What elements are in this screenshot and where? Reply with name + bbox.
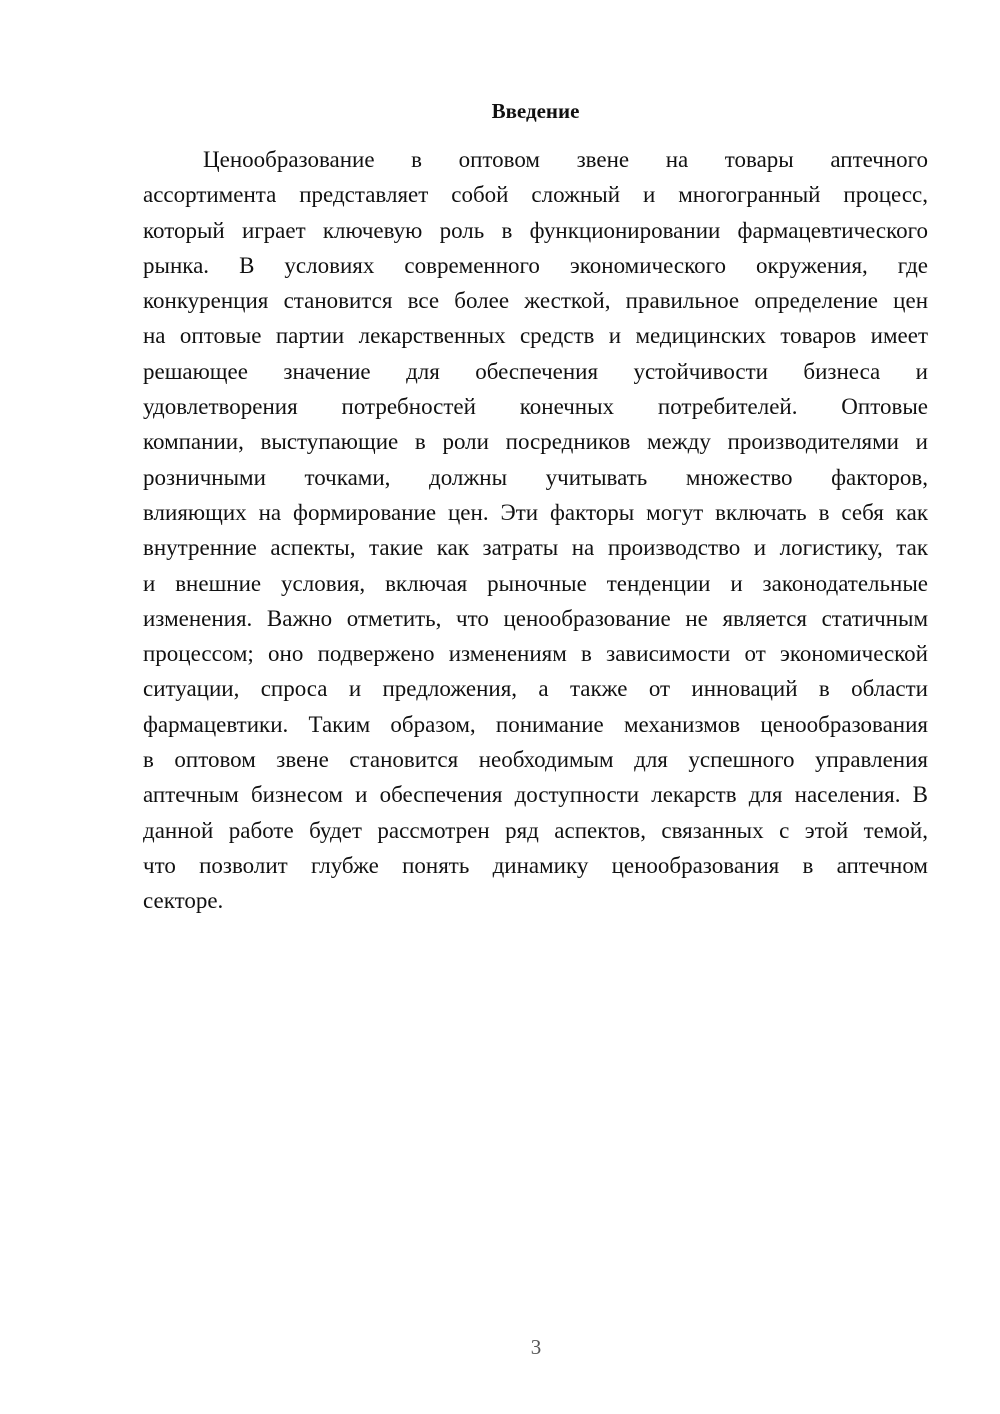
paragraph-line: Ценообразование в оптовом звене на товары аптечного	[203, 147, 928, 172]
paragraph-line: изменения. Важно отметить, что ценообразование не является статичным	[143, 605, 928, 631]
intro-paragraph	[143, 142, 928, 919]
paragraph-line: секторе.	[143, 888, 224, 914]
paragraph-line: в оптовом звене становится необходимым для успешного управления	[143, 747, 928, 773]
paragraph-line: решающее значение для обеспечения устойчивости бизнеса и	[143, 358, 928, 384]
paragraph-line: на оптовые партии лекарственных средств и медицинских товаров имеет	[143, 323, 928, 349]
page-number: 3	[530, 1335, 542, 1359]
paragraph-line: внутренние аспекты, такие как затраты на производство и логистику, так	[143, 535, 928, 561]
paragraph-line: компании, выступающие в роли посредников между производителями и	[143, 429, 928, 455]
paragraph-line: процессом; оно подвержено изменениям в зависимости от экономической	[143, 641, 928, 667]
section-heading: Введение	[491, 99, 580, 123]
paragraph-line: конкуренция становится все более жесткой, правильное определение цен	[143, 288, 928, 314]
paragraph-line: и внешние условия, включая рыночные тенденции и законодательные	[143, 570, 928, 596]
paragraph-line: данной работе будет рассмотрен ряд аспектов, связанных с этой темой,	[143, 817, 928, 843]
paragraph-line: розничными точками, должны учитывать множество факторов,	[143, 464, 928, 490]
paragraph-line: ассортимента представляет собой сложный и многогранный процесс,	[143, 182, 928, 208]
paragraph-line: ситуации, спроса и предложения, а также от инноваций в области	[143, 676, 928, 702]
paragraph-line: влияющих на формирование цен. Эти факторы могут включать в себя как	[143, 499, 928, 525]
paragraph-line: аптечным бизнесом и обеспечения доступности лекарств для населения. В	[143, 782, 928, 808]
paragraph-line: фармацевтики. Таким образом, понимание механизмов ценообразования	[143, 711, 928, 737]
paragraph-line: который играет ключевую роль в функционировании фармацевтического	[143, 217, 928, 243]
paragraph-line: удовлетворения потребностей конечных потребителей. Оптовые	[143, 394, 928, 420]
paragraph-line: рынка. В условиях современного экономического окружения, где	[143, 252, 928, 278]
paragraph-line: что позволит глубже понять динамику ценообразования в аптечном	[143, 852, 928, 878]
